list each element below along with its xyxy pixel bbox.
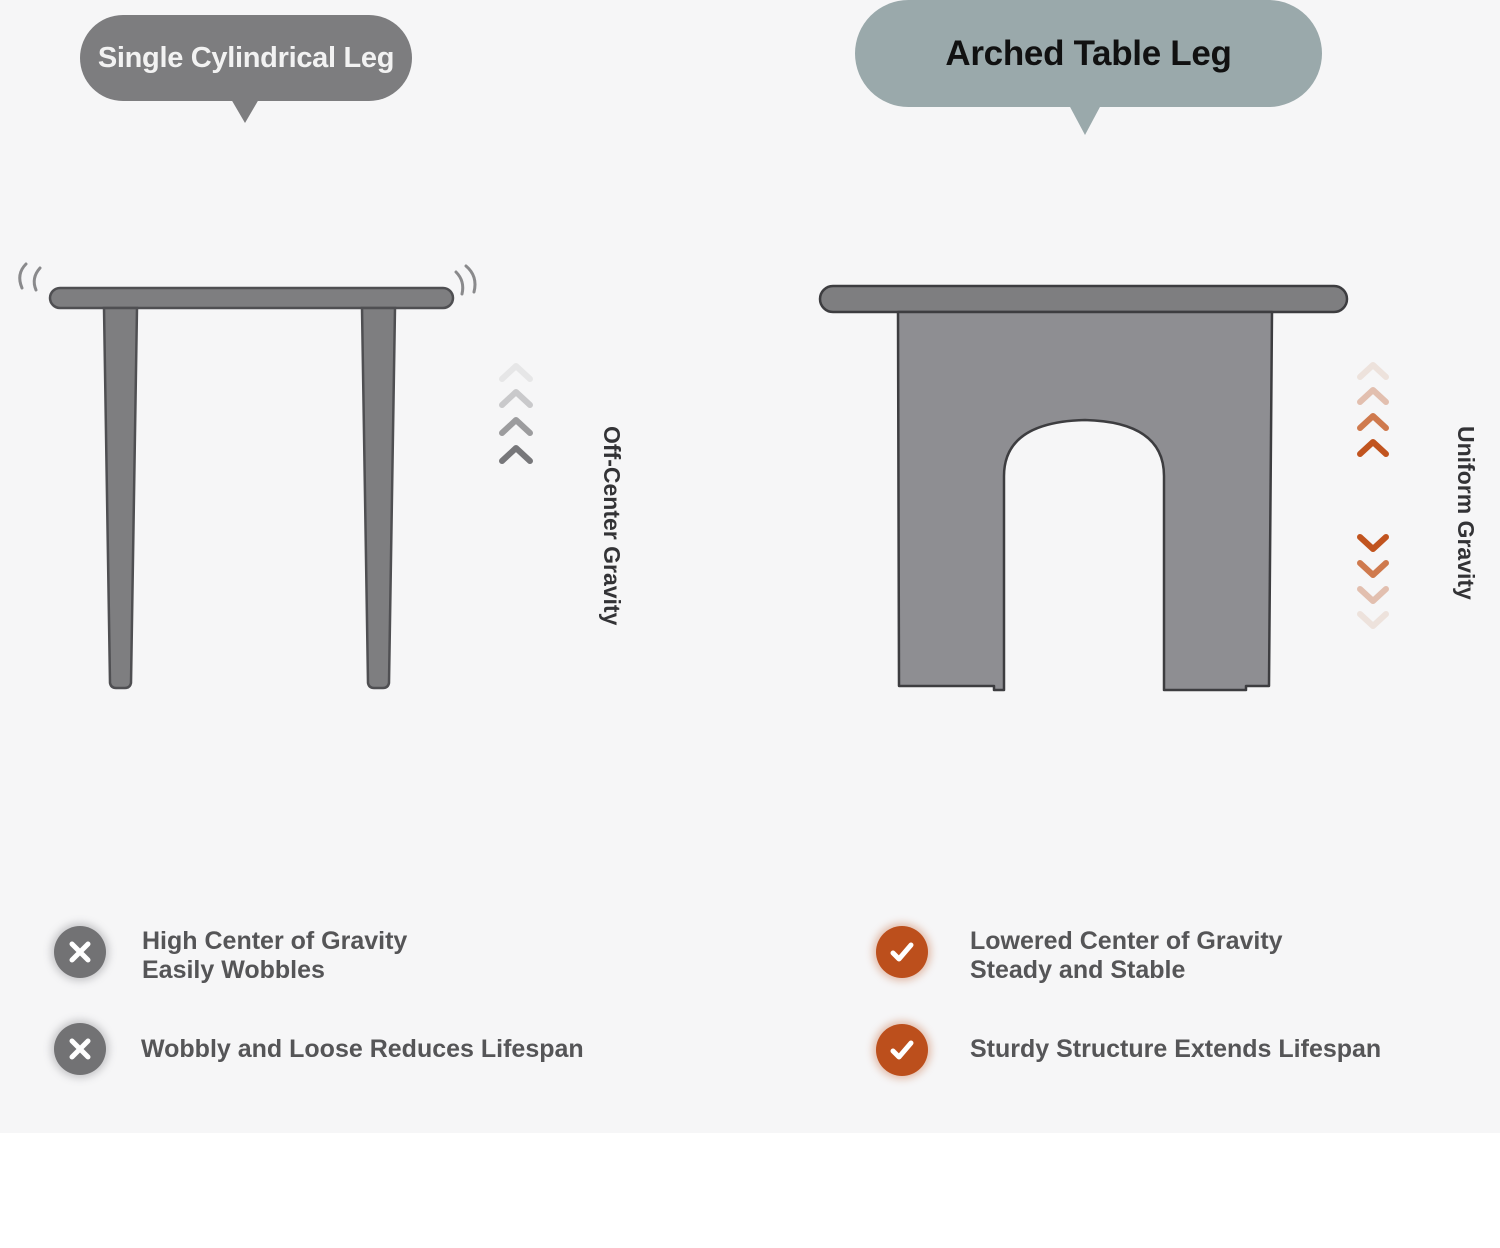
off-center-gravity-arrows-icon (502, 366, 530, 461)
left-feature-1 (142, 927, 407, 985)
left-feature-2 (141, 1035, 584, 1064)
right-title: Arched Table Leg (945, 33, 1232, 73)
right-feature-2 (970, 1035, 1381, 1064)
left-feature-2-line1: Wobbly and Loose Reduces Lifespan (141, 1035, 584, 1063)
wobble-right-icon (456, 266, 475, 294)
right-gravity-label: Uniform Gravity (1453, 426, 1479, 600)
arched-leg-table (820, 286, 1347, 690)
right-feature-1-line1: Lowered Center of Gravity (970, 927, 1283, 955)
left-feature-1-line1: High Center of Gravity (142, 927, 408, 955)
uniform-gravity-arrows-icon (1360, 365, 1386, 626)
right-feature-1-line2: Steady and Stable (970, 956, 1186, 984)
x-icon (54, 1023, 106, 1075)
right-feature-1 (970, 927, 1283, 985)
left-gravity-label: Off-Center Gravity (599, 426, 625, 626)
wobble-left-icon (20, 264, 40, 290)
checkmark-icon (876, 1024, 928, 1076)
right-feature-2-line1: Sturdy Structure Extends Lifespan (970, 1035, 1382, 1063)
left-feature-1-line2: Easily Wobbles (142, 956, 325, 984)
left-title: Single Cylindrical Leg (97, 41, 395, 74)
cylindrical-leg-table (50, 288, 453, 688)
x-icon (54, 926, 106, 978)
checkmark-icon (876, 926, 928, 978)
